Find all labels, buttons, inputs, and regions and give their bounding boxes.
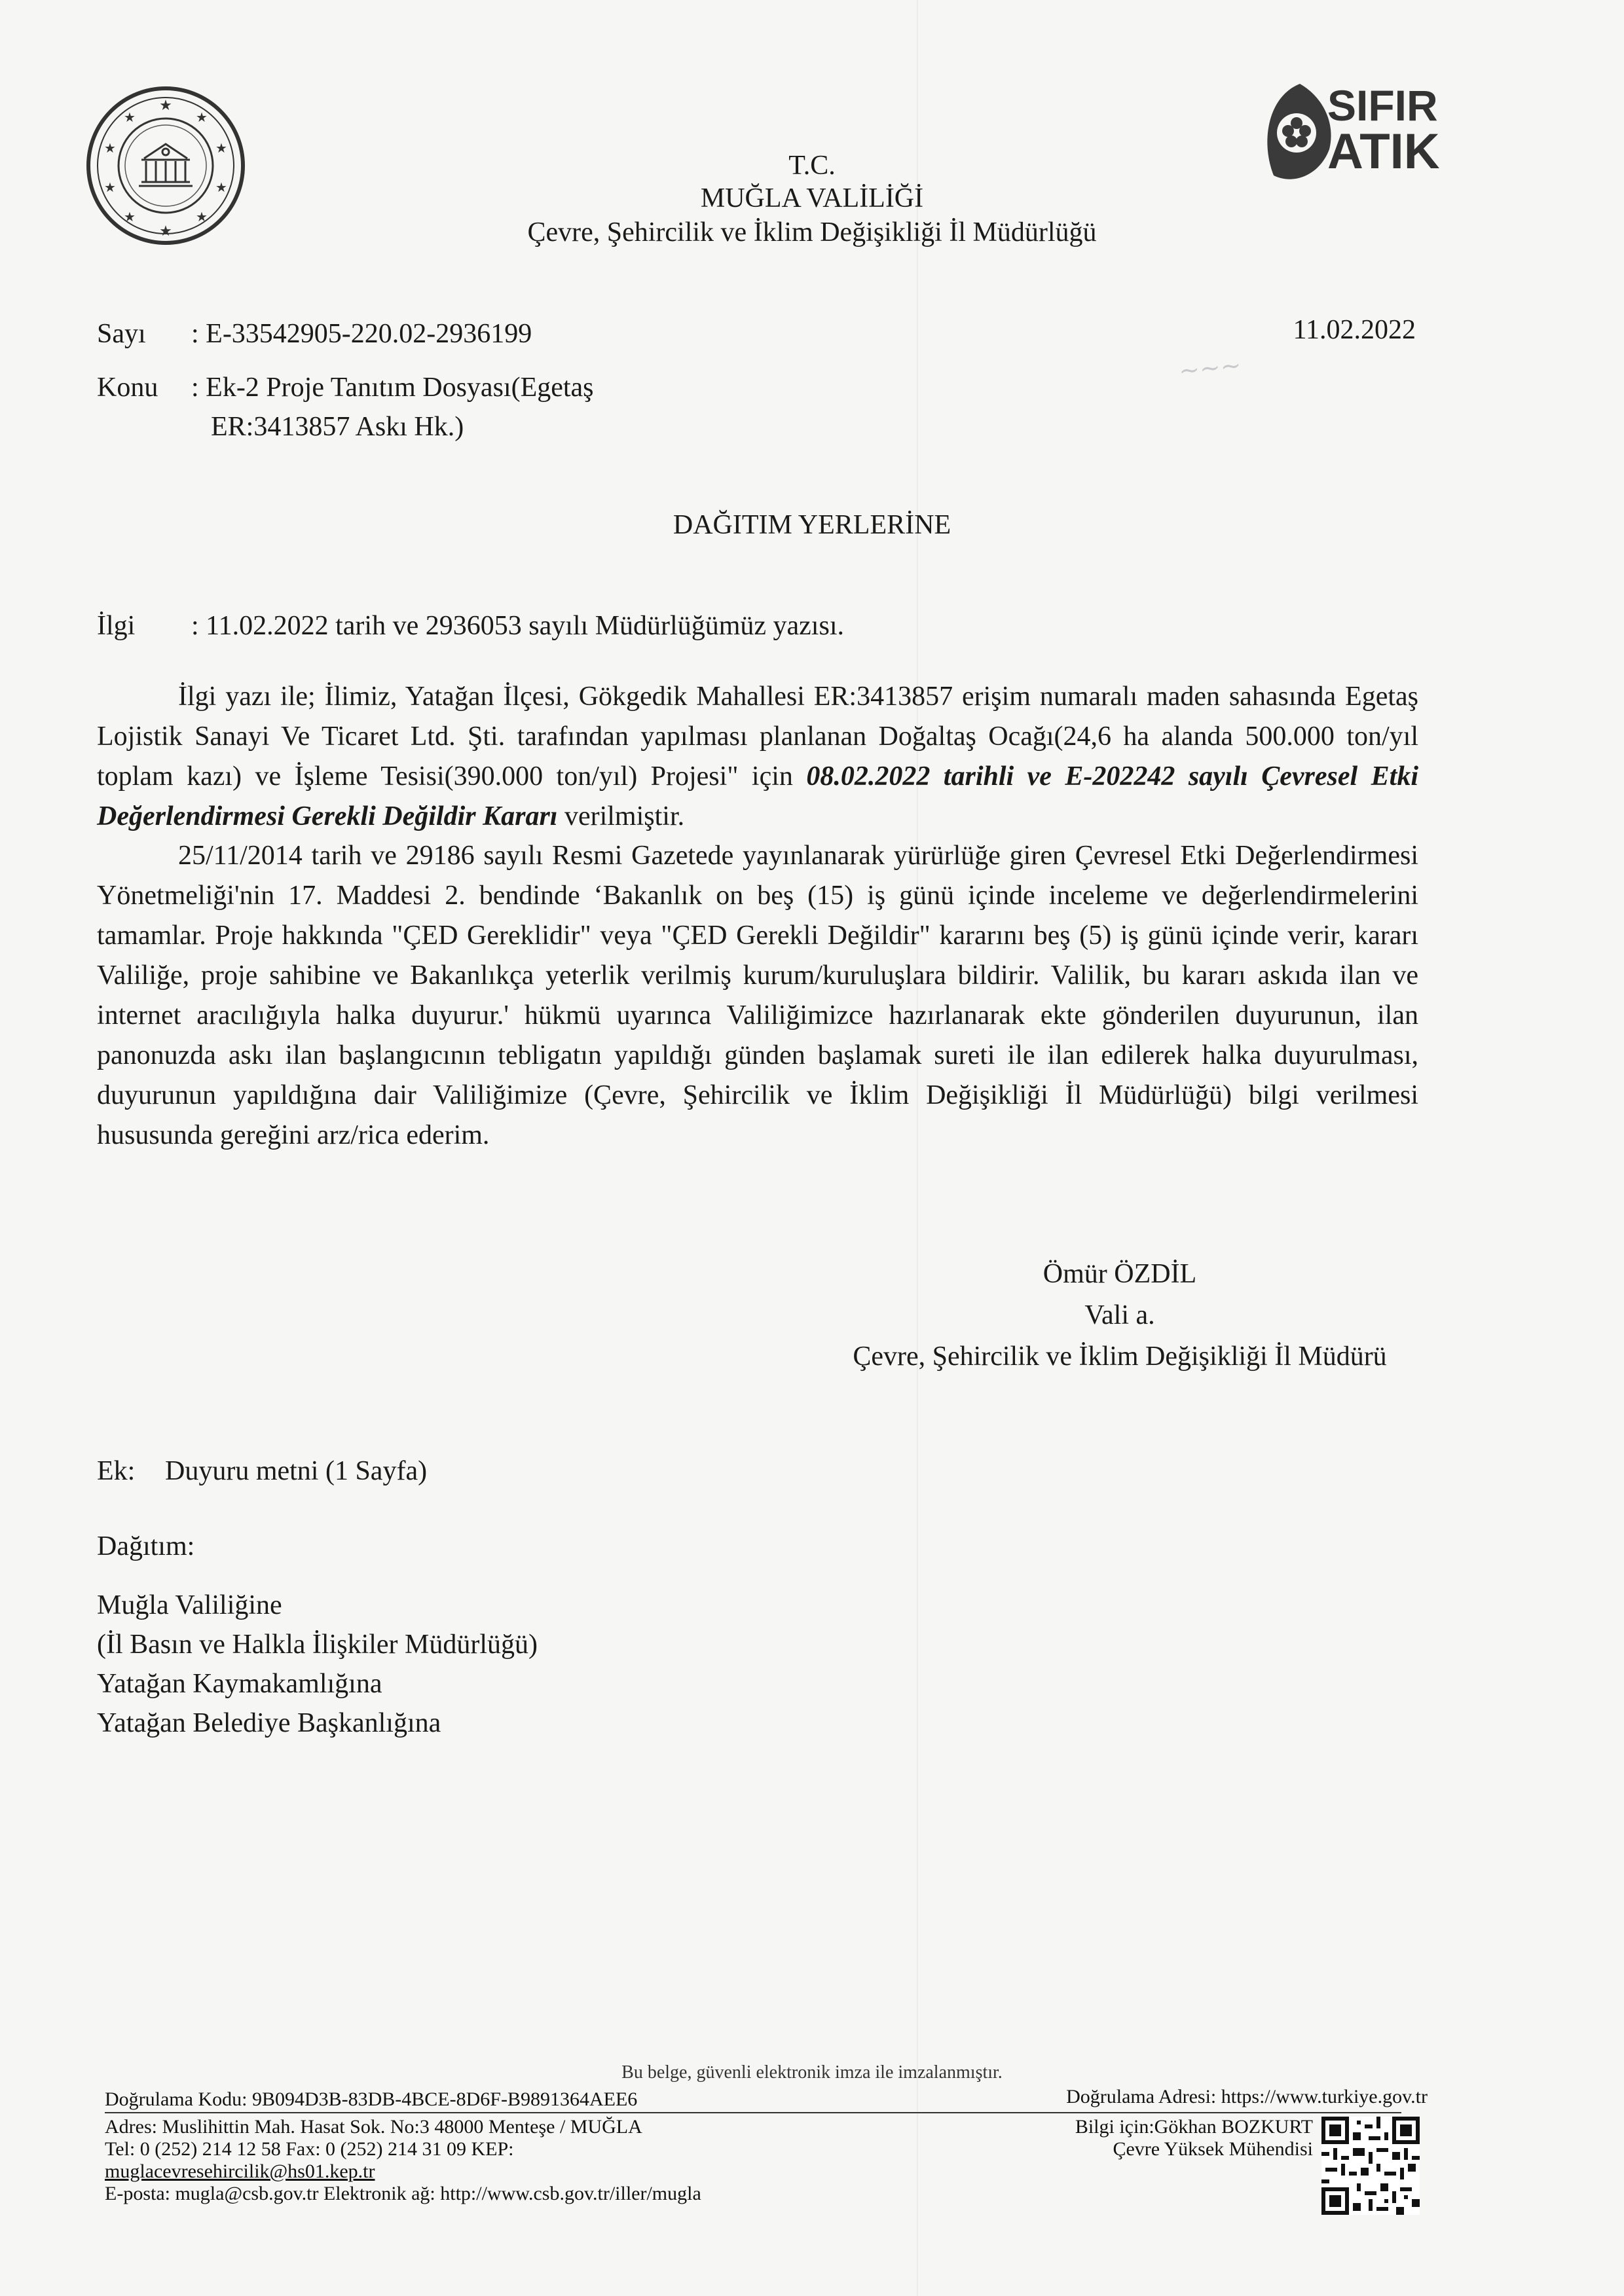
svg-text:★: ★: [104, 179, 116, 195]
konu-value-line1: : Ek-2 Proje Tanıtım Dosyası(Egetaş: [191, 373, 594, 403]
logo-text-sifir: SIFIR: [1327, 81, 1438, 130]
attachment-label: Ek:: [97, 1456, 136, 1486]
esign-note: Bu belge, güvenli elektronik imza ile imzalanmıştır.: [621, 2062, 1003, 2083]
document-date: 11.02.2022: [1293, 315, 1416, 345]
body-paragraph-2: 25/11/2014 tarih ve 29186 sayılı Resmi Gazetede yayınlanarak yürürlüğe giren Çevresel Etki Değerlendirmesi Yönetmeliği'nin 17. Maddesi 2. bendinde ‘Bakanlık on beş (15) iş günü içinde inceleme ve değerlendirmelerini tamamlar. Proje hakkında "ÇED Gereklidir" veya "ÇED Gerekli Değildir" kararını beş (5) iş günü içinde verir, kararı Valiliğe, proje sahibine ve Bakanlıkça yeterlik verilmiş kurum/kuruluşlara bildirir. Valilik, bu kararı askıda ilan ve internet aracılığıyla halka duyurur.' hükmü uyarınca Valiliğimizce hazırlanarak ekte gönderilen duyurunun, ilan panonuzda askı ilan başlangıcının tebligatın yapıldığı günden başlamak sureti ile ilan edilerek halka duyurulması, duyurunun yapıldığına dair Valiliğimize (Çevre, Şehircilik ve İklim Değişikliği İl Müdürlüğü) bilgi verilmesi hususunda gereğini arz/rica ederim.: [97, 841, 1418, 1150]
para1-emphasis: 08.02.2022 tarihli ve E-202242 sayılı Çevresel Etki Değerlendirmesi Gerekli Değildir Kararı: [97, 761, 1418, 831]
svg-text:★: ★: [159, 223, 172, 240]
footer-email[interactable]: E-posta: mugla@csb.gov.tr Elektronik ağ: http://www.csb.gov.tr/iller/mugla: [105, 2183, 701, 2204]
sayi-label: Sayı: [97, 319, 146, 349]
distribution-item: Muğla Valiliğine: [97, 1590, 282, 1620]
svg-text:★: ★: [215, 179, 227, 195]
signer-title-2: Çevre, Şehircilik ve İklim Değişikliği İl Müdürü: [853, 1341, 1387, 1372]
pencil-note: ~~~: [1177, 350, 1243, 386]
footer-kep[interactable]: muglacevresehircilik@hs01.kep.tr: [105, 2160, 375, 2182]
svg-text:★: ★: [196, 209, 208, 225]
distribution-item: Yatağan Belediye Başkanlığına: [97, 1708, 441, 1738]
verification-address: Doğrulama Adresi: https://www.turkiye.gov.tr: [1066, 2086, 1428, 2107]
attachment-value: Duyuru metni (1 Sayfa): [165, 1456, 428, 1486]
footer-address: Adres: Muslihittin Mah. Hasat Sok. No:3 48000 Menteşe / MUĞLA: [105, 2116, 642, 2138]
header-tc: T.C.: [788, 151, 836, 181]
svg-text:★: ★: [124, 209, 136, 225]
konu-label: Konu: [97, 373, 158, 403]
contact-title: Çevre Yüksek Mühendisi: [1113, 2138, 1313, 2160]
ilgi-label: İlgi: [97, 611, 136, 641]
svg-text:★: ★: [159, 98, 172, 114]
distribution-title: DAĞITIM YERLERİNE: [673, 510, 951, 540]
distribution-item: Yatağan Kaymakamlığına: [97, 1669, 382, 1699]
svg-text:★: ★: [196, 109, 208, 125]
footer-divider: [105, 2112, 1401, 2113]
ilgi-value: : 11.02.2022 tarih ve 2936053 sayılı Müdürlüğümüz yazısı.: [191, 611, 844, 641]
body-paragraph-1: [97, 677, 1418, 837]
verification-code: Doğrulama Kodu: 9B094D3B-83DB-4BCE-8D6F-B9891364AEE6: [105, 2088, 638, 2110]
header-directorate: Çevre, Şehircilik ve İklim Değişikliği İl Müdürlüğü: [527, 217, 1097, 247]
para1-text-b: verilmiştir.: [557, 801, 685, 831]
distribution-label: Dağıtım:: [97, 1531, 195, 1561]
svg-text:★: ★: [215, 140, 227, 156]
para1-text-a: İlgi yazı ile; İlimiz, Yatağan İlçesi, Gökgedik Mahallesi ER:3413857 erişim numaralı maden sahasında Egetaş Lojistik Sanayi Ve Ticaret Ltd. Şti. tarafından yapılması planlanan Doğaltaş Ocağı(24,6 ha alanda 500.000 ton/yıl toplam kazı) ve İşleme Tesisi(390.000 ton/yıl) Projesi" için: [97, 682, 1418, 792]
signer-title-1: Vali a.: [1084, 1300, 1155, 1330]
qr-code-icon: [1321, 2117, 1420, 2215]
sayi-value: : E-33542905-220.02-2936199: [191, 319, 532, 349]
contact-name: Bilgi için:Gökhan BOZKURT: [1075, 2116, 1313, 2138]
logo-text-atik: ATIK: [1327, 124, 1440, 179]
signer-name: Ömür ÖZDİL: [1043, 1259, 1197, 1289]
konu-value-line2: ER:3413857 Askı Hk.): [211, 412, 464, 442]
svg-text:★: ★: [124, 109, 136, 125]
qr-code[interactable]: [1321, 2117, 1420, 2215]
footer-phone: Tel: 0 (252) 214 12 58 Fax: 0 (252) 214 31 09 KEP:: [105, 2138, 514, 2160]
svg-text:★: ★: [104, 140, 116, 156]
distribution-item: (İl Basın ve Halkla İlişkiler Müdürlüğü): [97, 1630, 538, 1660]
header-governorship: MUĞLA VALİLİĞİ: [700, 183, 924, 213]
